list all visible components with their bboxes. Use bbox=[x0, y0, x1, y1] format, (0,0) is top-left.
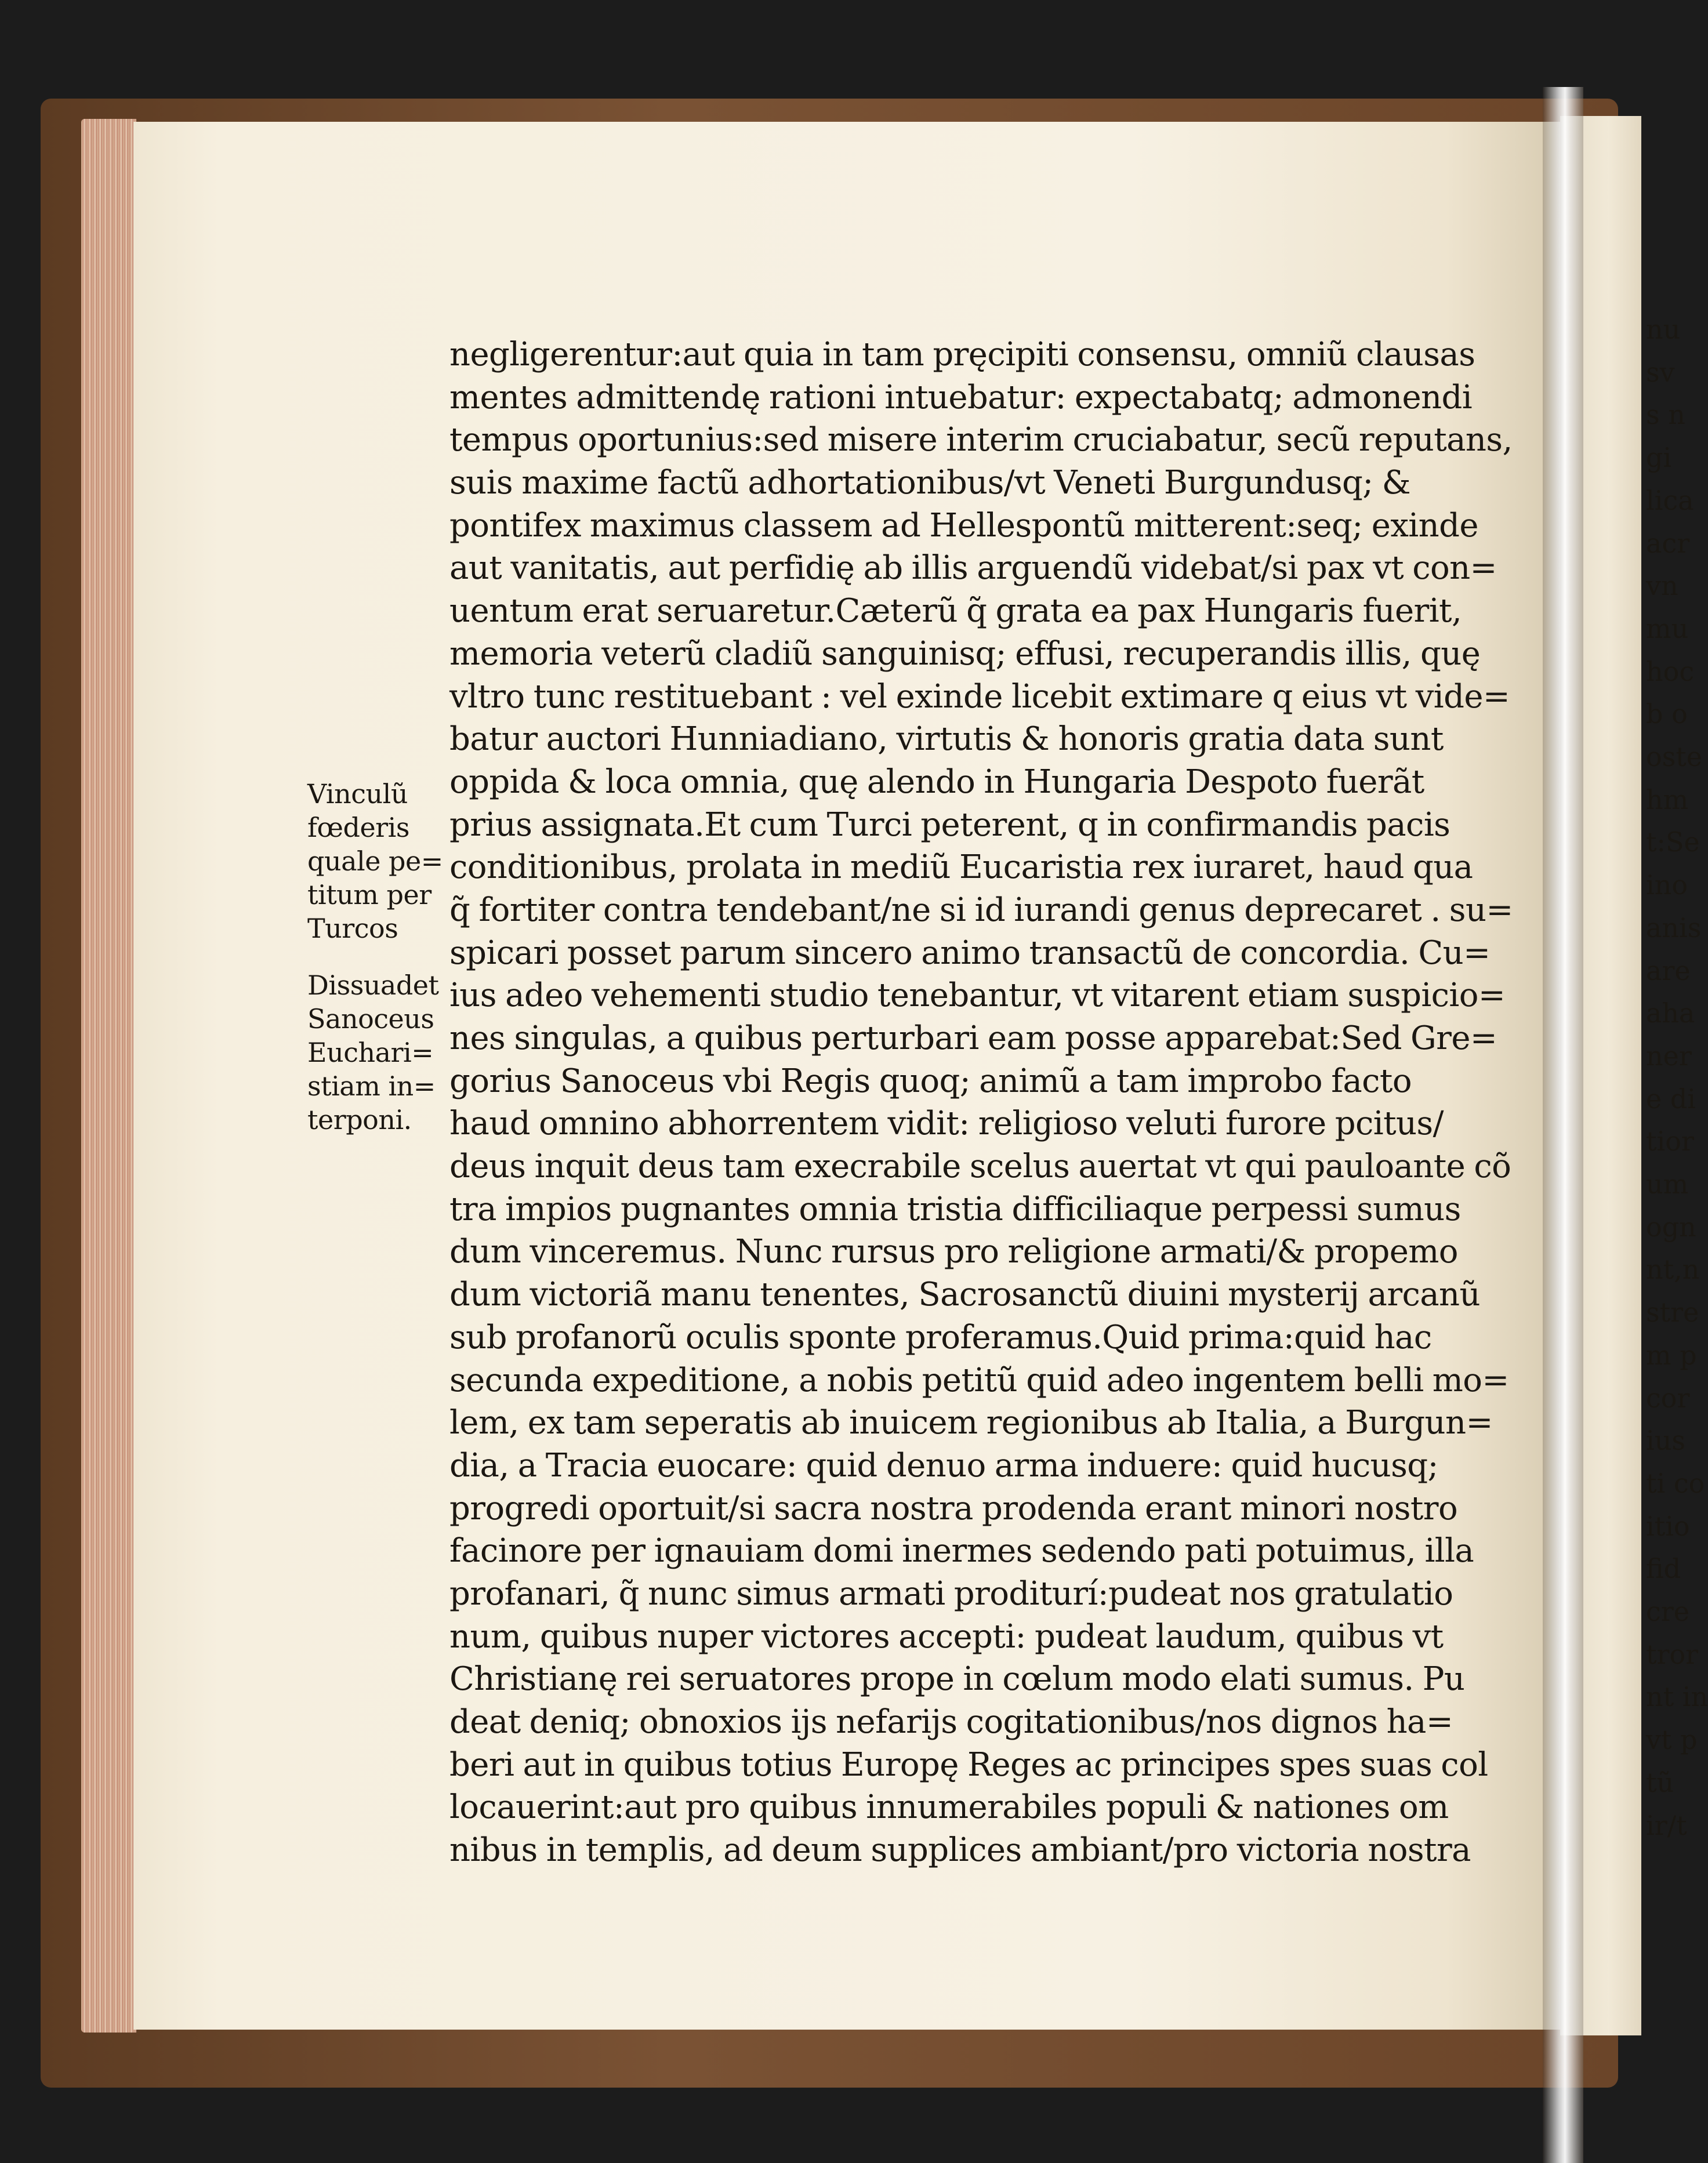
text-line: negligerentur:aut quia in tam pręcipiti consensu, omniũ clausas bbox=[449, 336, 1475, 373]
text-line: facinore per ignauiam domi inermes sedendo pati potuimus, illa bbox=[449, 1532, 1474, 1570]
text-line: q̃ fortiter contra tendebant/ne si id iurandi genus deprecaret . su= bbox=[449, 891, 1513, 929]
facing-page-fragment: hoc bbox=[1646, 655, 1695, 687]
text-line: Christianę rei seruatores prope in cœlum modo elati sumus. Pu bbox=[449, 1660, 1465, 1699]
book-gutter bbox=[1543, 87, 1583, 2163]
facing-page-fragment: tior bbox=[1646, 1126, 1694, 1157]
note-line: Euchari= bbox=[307, 1037, 434, 1068]
facing-page-fragment: tũ bbox=[1646, 1766, 1674, 1798]
facing-page-fragment: stre bbox=[1646, 1297, 1699, 1329]
facing-page-fragment: e di bbox=[1646, 1083, 1696, 1115]
text-line: lem, ex tam seperatis ab inuicem regionibus ab Italia, a Burgun= bbox=[449, 1404, 1493, 1442]
text-line: deus inquit deus tam execrabile scelus auertat vt qui pauloante cõ bbox=[449, 1148, 1511, 1186]
facing-page-fragment: cor bbox=[1646, 1382, 1690, 1414]
margin-note-2 bbox=[307, 968, 447, 1137]
text-line: dum victoriã manu tenentes, Sacrosanctũ diuini mysterij arcanũ bbox=[449, 1276, 1480, 1314]
text-line: gorius Sanoceus vbi Regis quoq; animũ a tam improbo facto bbox=[449, 1062, 1412, 1100]
text-line: tra impios pugnantes omnia tristia difficiliaque perpessi sumus bbox=[449, 1190, 1461, 1228]
facing-page-fragment: um bbox=[1646, 1168, 1689, 1200]
facing-page-fragment: tror bbox=[1646, 1638, 1699, 1670]
text-line: num, quibus nuper victores accepti: pudeat laudum, quibus vt bbox=[449, 1617, 1444, 1656]
facing-page-fragment: nt,n bbox=[1646, 1254, 1700, 1286]
main-text-block bbox=[449, 333, 1513, 1872]
facing-page-fragment: sv bbox=[1646, 356, 1675, 388]
facing-page-fragment: nu bbox=[1646, 314, 1681, 345]
text-line: vltro tunc restituebant : vel exinde licebit extimare q eius vt vide= bbox=[449, 677, 1510, 716]
text-line: uentum erat seruaretur.Cæterũ q̃ grata ea pax Hungaris fuerit, bbox=[449, 592, 1462, 630]
facing-page-fragment: gi bbox=[1646, 442, 1672, 474]
facing-page-fragment: m p bbox=[1646, 1339, 1697, 1371]
text-line: memoria veterũ cladiũ sanguinisq; effusi, recuperandis illis, quę bbox=[449, 634, 1481, 673]
text-line: deat deniq; obnoxios ijs nefarijs cogitationibus/nos dignos ha= bbox=[449, 1703, 1453, 1741]
note-line: Vinculũ bbox=[307, 778, 408, 810]
facing-page-fragment: b o bbox=[1646, 698, 1688, 730]
text-line: spicari posset parum sincero animo transactũ de concordia. Cu= bbox=[449, 934, 1491, 972]
text-line: haud omnino abhorrentem vidit: religioso veluti furore pcitus/ bbox=[449, 1105, 1444, 1143]
facing-page-fragment: t:Se bbox=[1646, 826, 1700, 858]
text-line: sub profanorũ oculis sponte proferamus.Quid prima:quid hac bbox=[449, 1318, 1432, 1356]
text-line: locauerint:aut pro quibus innumerabiles populi & nationes om bbox=[449, 1788, 1449, 1827]
margin-note-1 bbox=[307, 777, 447, 945]
facing-page-fragment: anis bbox=[1646, 912, 1702, 943]
facing-page-fragment: cre bbox=[1646, 1596, 1689, 1627]
text-line: profanari, q̃ nunc simus armati proditurí:pudeat nos gratulatio bbox=[449, 1574, 1453, 1613]
facing-page-fragment: hm bbox=[1646, 783, 1689, 815]
note-line: Dissuadet bbox=[307, 970, 439, 1001]
facing-page-fragment: aha bbox=[1646, 997, 1695, 1029]
text-line: tempus oportunius:sed misere interim cruciabatur, secũ reputans, bbox=[449, 421, 1513, 459]
facing-page-fragment: vt p bbox=[1646, 1724, 1698, 1756]
facing-page-fragment: ogn bbox=[1646, 1211, 1696, 1243]
note-line: fœderis bbox=[307, 812, 409, 843]
text-line: oppida & loca omnia, quę alendo in Hungaria Despoto fuerãt bbox=[449, 763, 1424, 801]
text-line: secunda expeditione, a nobis petitũ quid adeo ingentem belli mo= bbox=[449, 1361, 1509, 1399]
text-line: mentes admittendę rationi intuebatur: expectabatq; admonendi bbox=[449, 378, 1473, 416]
text-line: dum vinceremus. Nunc rursus pro religione armati/& propemo bbox=[449, 1233, 1458, 1271]
text-line: conditionibus, prolata in mediũ Eucaristia rex iuraret, haud qua bbox=[449, 848, 1473, 887]
facing-page-fragment: ner bbox=[1646, 1040, 1692, 1072]
note-line: titum per bbox=[307, 879, 431, 910]
text-line: dia, a Tracia euocare: quid denuo arma induere: quid hucusq; bbox=[449, 1446, 1438, 1485]
text-line: beri aut in quibus totius Europę Reges ac principes spes suas col bbox=[449, 1745, 1488, 1784]
note-line: Turcos bbox=[307, 913, 398, 944]
note-line: terponi. bbox=[307, 1104, 412, 1135]
facing-page-fragment: nt in bbox=[1646, 1681, 1708, 1713]
text-line: prius assignata.Et cum Turci peterent, q in confirmandis pacis bbox=[449, 805, 1450, 844]
facing-page-fragment: oste bbox=[1646, 741, 1703, 772]
text-line: nes singulas, a quibus perturbari eam posse apparebat:Sed Gre= bbox=[449, 1019, 1497, 1057]
facing-page-fragment: ino bbox=[1646, 869, 1688, 901]
text-line: aut vanitatis, aut perfidię ab illis arguendũ videbat/si pax vt con= bbox=[449, 549, 1497, 587]
note-line: quale pe= bbox=[307, 845, 443, 877]
facing-page-fragment: itio bbox=[1646, 1510, 1690, 1542]
facing-page-fragment: are bbox=[1646, 955, 1691, 986]
facing-page-fragment: ir/t bbox=[1646, 1809, 1687, 1841]
facing-page-fragment: vn bbox=[1646, 570, 1678, 602]
facing-page-fragment: lica bbox=[1646, 484, 1694, 516]
margin-notes bbox=[307, 777, 447, 1153]
note-line: Sanoceus bbox=[307, 1003, 434, 1035]
note-line: stiam in= bbox=[307, 1070, 436, 1102]
text-line: suis maxime factũ adhortationibus/vt Veneti Burgundusq; & bbox=[449, 464, 1411, 502]
text-line: progredi oportuit/si sacra nostra prodenda erant minori nostro bbox=[449, 1489, 1458, 1527]
page-edges bbox=[81, 119, 136, 2033]
facing-page-fragment: fid bbox=[1646, 1553, 1681, 1585]
facing-page-fragment: s n bbox=[1646, 399, 1685, 431]
text-line: ius adeo vehementi studio tenebantur, vt vitarent etiam suspicio= bbox=[449, 977, 1506, 1015]
text-line: pontifex maximus classem ad Hellespontũ mitterent:seq; exinde bbox=[449, 506, 1478, 545]
facing-page-fragment: ti co bbox=[1646, 1467, 1705, 1499]
facing-page-fragment: mu bbox=[1646, 612, 1689, 644]
facing-page-fragment: acr bbox=[1646, 527, 1690, 559]
text-line: batur auctori Hunniadiano, virtutis & honoris gratia data sunt bbox=[449, 720, 1444, 758]
facing-page-fragment: ius bbox=[1646, 1425, 1685, 1457]
text-line: nibus in templis, ad deum supplices ambiant/pro victoria nostra bbox=[449, 1831, 1471, 1870]
